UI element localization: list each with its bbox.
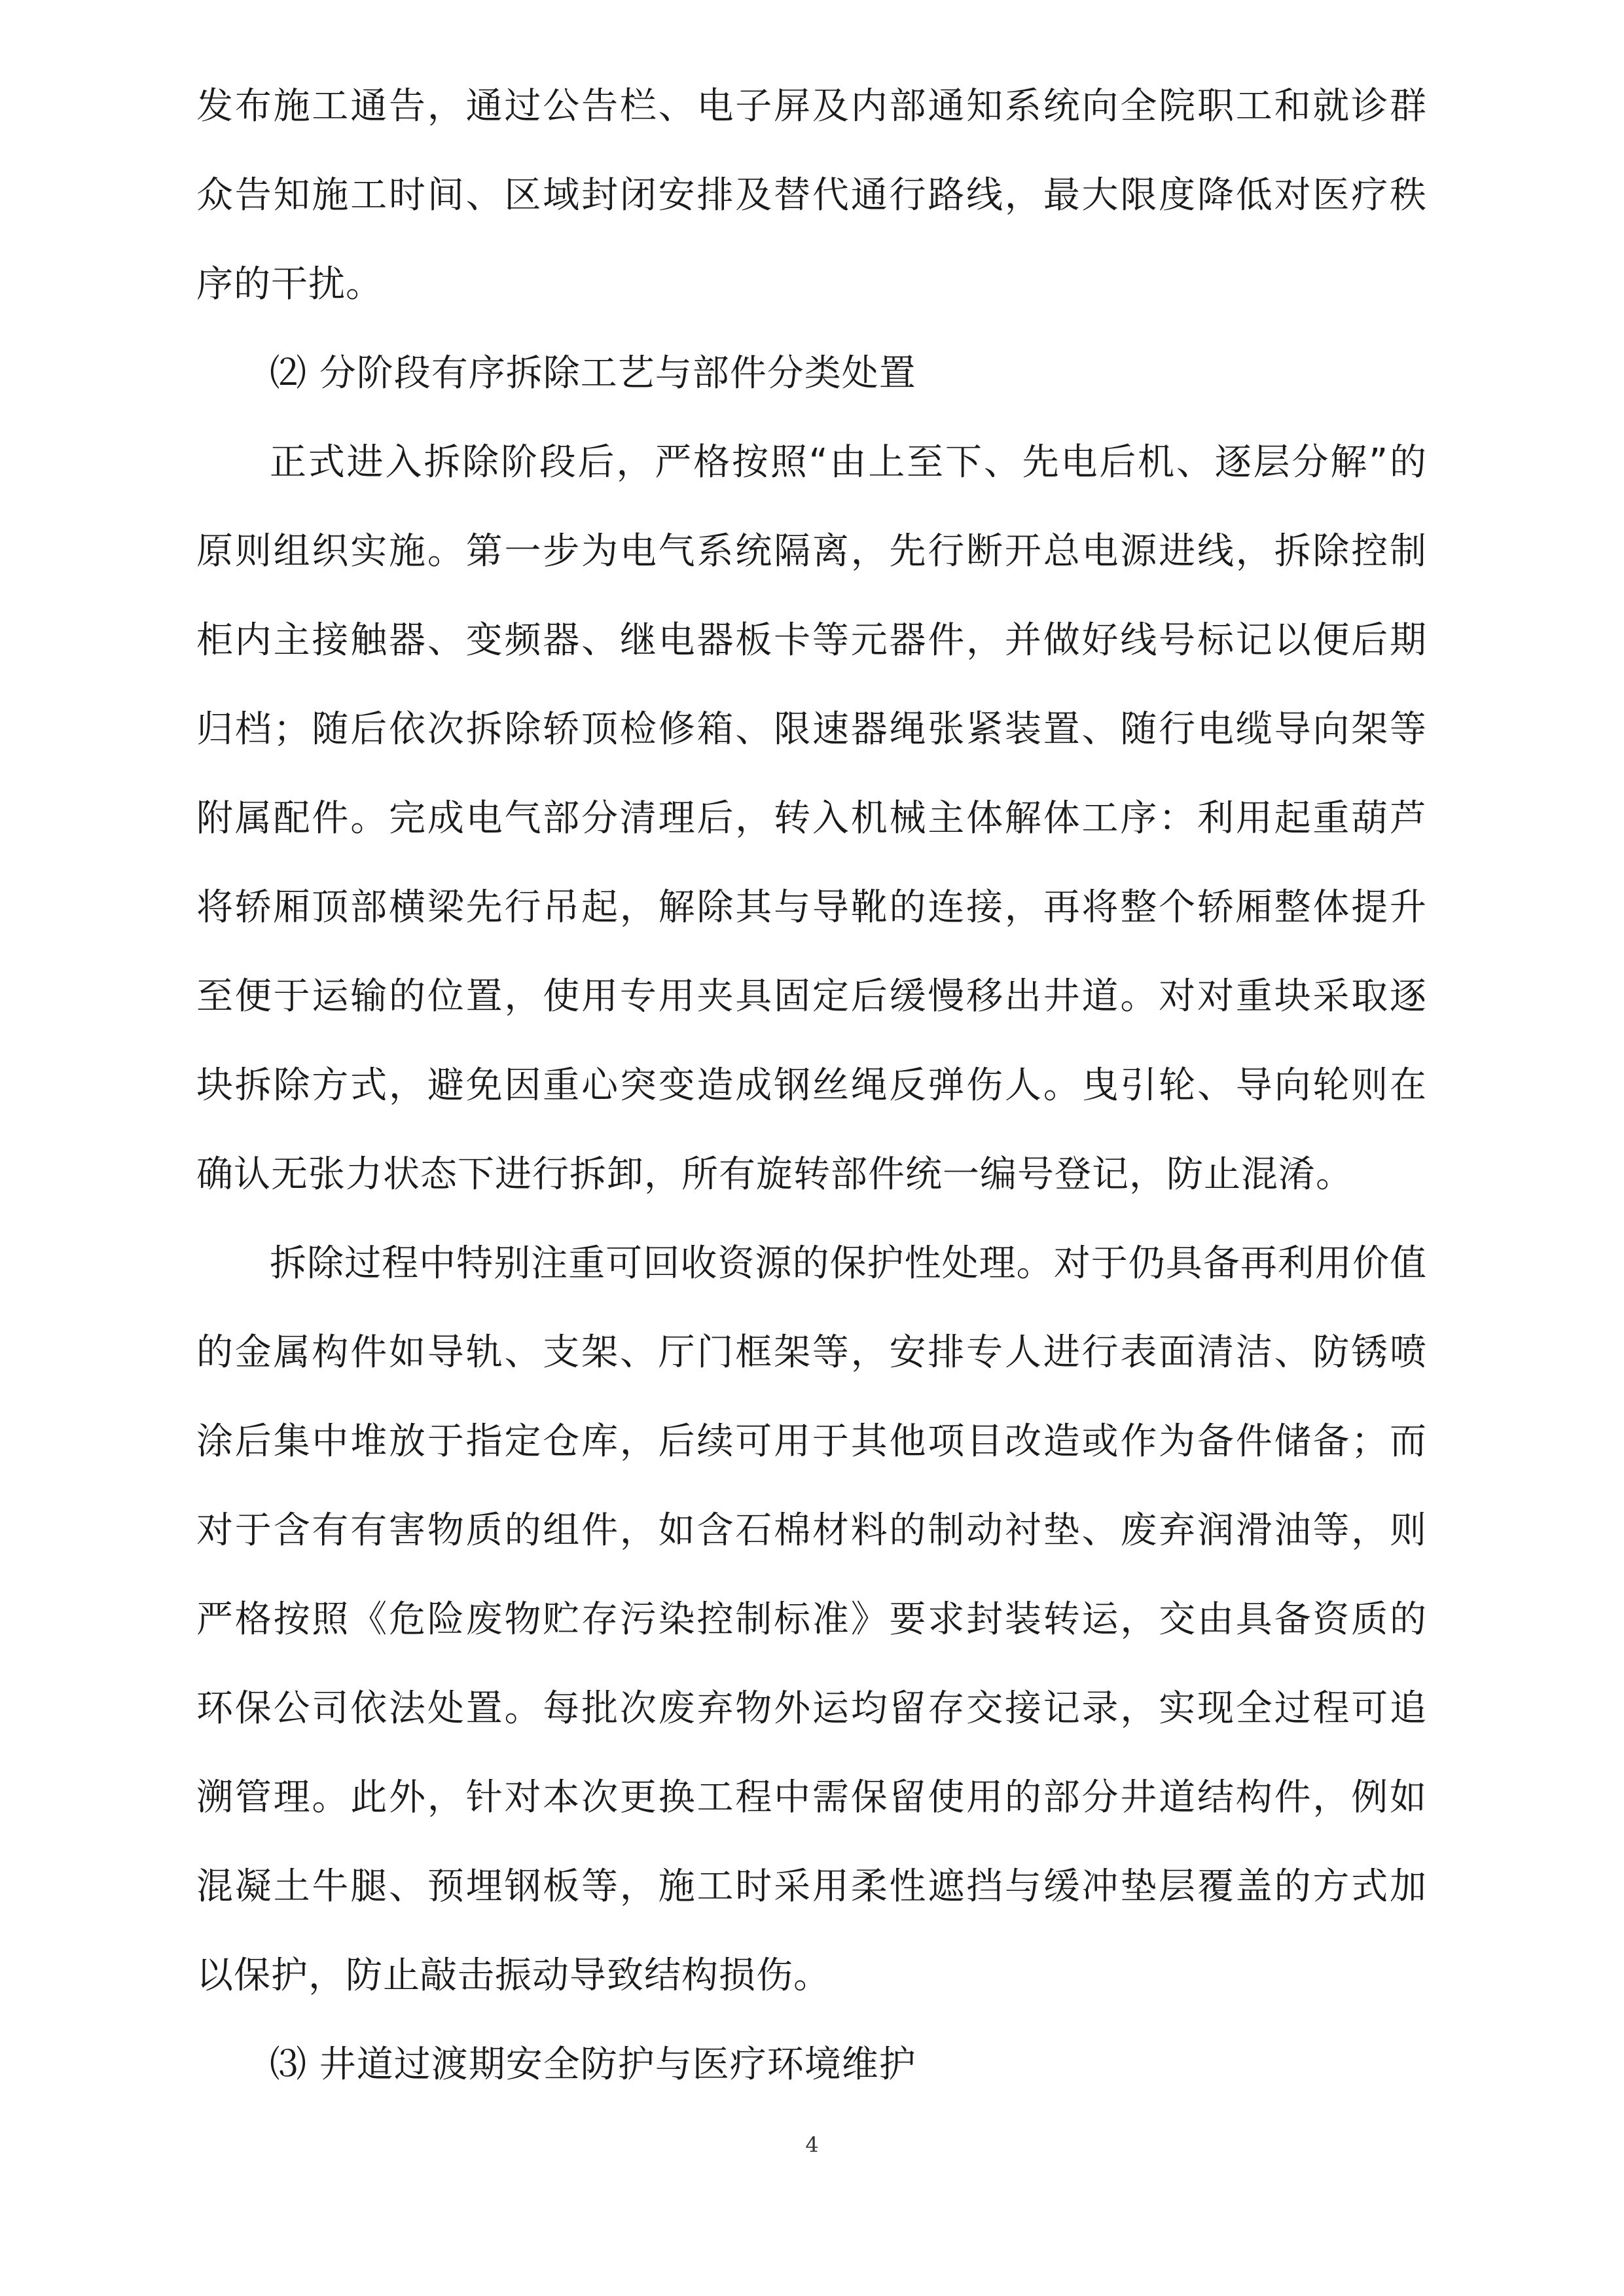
body-text xyxy=(196,62,1427,2109)
paragraph-dismantling-process: 正式进入拆除阶段后，严格按照“由上至下、先电后机、逐层分解”的原则组织实施。第一步为电气系统隔离，先行断开总电源进线，拆除控制柜内主接触器、变频器、继电器板卡等元器件，并做好线号标记以便后期归档；随后依次拆除轿顶检修箱、限速器绳张紧装置、随行电缆导向架等附属配件。完成电气部分清理后，转入机械主体解体工序：利用起重葫芦将轿厢顶部横梁先行吊起，解除其与导靴的连接，再将整个轿厢整体提升至便于运输的位置，使用专用夹具固定后缓慢移出井道。对对重块采取逐块拆除方式，避免因重心突变造成钢丝绳反弹伤人。曳引轮、导向轮则在确认无张力状态下进行拆卸，所有旋转部件统一编号登记，防止混淆。 xyxy=(196,441,1427,1196)
paragraph-continuation: 发布施工通告，通过公告栏、电子屏及内部通知系统向全院职工和就诊群众告知施工时间、区域封闭安排及替代通行路线，最大限度降低对医疗秩序的干扰。 xyxy=(196,85,1427,306)
section-heading-3: ⑶ 井道过渡期安全防护与医疗环境维护 xyxy=(270,2043,916,2086)
paragraph-recycling: 拆除过程中特别注重可回收资源的保护性处理。对于仍具备再利用价值的金属构件如导轨、支架、厅门框架等，安排专人进行表面清洁、防锈喷涂后集中堆放于指定仓库，后续可用于其他项目改造或作为备件储备；而对于含有有害物质的组件，如含石棉材料的制动衬垫、废弃润滑油等，则严格按照《危险废物贮存污染控制标准》要求封装转运，交由具备资质的环保公司依法处置。每批次废弃物外运均留存交接记录，实现全过程可追溯管理。此外，针对本次更换工程中需保留使用的部分井道结构件，例如混凝土牛腿、预埋钢板等，施工时采用柔性遮挡与缓冲垫层覆盖的方式加以保护，防止敲击振动导致结构损伤。 xyxy=(196,1242,1427,1997)
section-heading-2: ⑵ 分阶段有序拆除工艺与部件分类处置 xyxy=(270,352,916,395)
page-number: 4 xyxy=(805,2132,819,2157)
